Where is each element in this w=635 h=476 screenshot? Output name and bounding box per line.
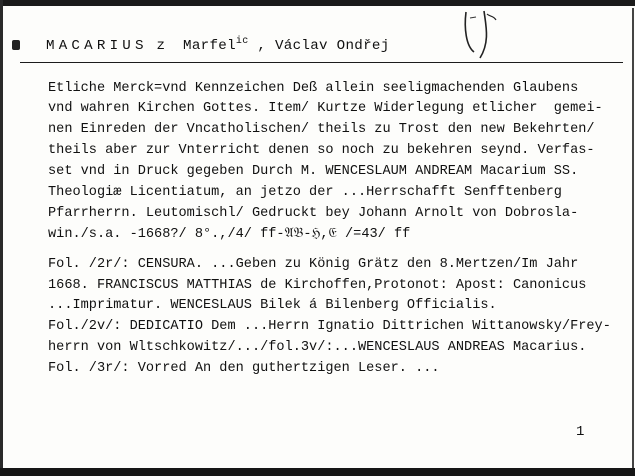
title-line-4: theils aber zur Vnterricht denen so noch zu bekehren seynd. Verfas- [48,143,595,158]
card-right-edge [632,8,634,468]
collation-line-2: 1668. FRANCISCUS MATTHIAS de Kirchoffen,Protonot: Apost: Canonicus [48,278,587,293]
title-line-6: Theologiæ Licentiatum, an jetzo der ...Herrschafft Senfftenberg [48,185,562,200]
author-surname: MACARIUS [46,38,148,54]
card-left-edge [0,0,3,476]
title-line-1: Etliche Merck=vnd Kennzeichen Deß allein seeligmachenden Glaubens [48,81,579,96]
author-variant: Marfel [183,38,236,54]
handwritten-mark-icon [460,8,500,63]
title-line-3: nen Einreden der Vncatholischen/ theils zu Trost den new Bekehrten/ [48,122,595,137]
author-variant-sup: ic [235,36,249,47]
collation-line-3: ...Imprimatur. WENCESLAUS Bilek á Bilenberg Officialis. [48,298,497,313]
author-suffix: z [156,38,166,54]
card-heading [46,36,390,54]
imprint-line: win./s.a. -1668?/ 8°.,/4/ ff-𝔄𝔅-ℌ,𝔈 /=43/ ff [48,227,411,242]
title-line-2: vnd wahren Kirchen Gottes. Item/ Kurtze Widerlegung etlicher gemei- [48,101,603,116]
punch-hole-mark [12,40,20,50]
collation-line-6: Fol. /3r/: Vorred An den guthertzigen Leser. ... [48,361,440,376]
card-bottom-edge [0,468,635,476]
heading-rule [20,62,623,63]
card-top-edge [0,0,635,6]
author-czech-name: , Václav Ondřej [257,38,390,54]
page-number: 1 [576,424,585,440]
title-line-7: Pfarrherrn. Leutomischl/ Gedruckt bey Johann Arnolt von Dobrosla- [48,206,579,221]
collation-line-1: Fol. /2r/: CENSURA. ...Geben zu König Grätz den 8.Mertzen/Im Jahr [48,257,579,272]
title-line-5: set vnd in Druck gegeben Durch M. WENCESLAUM ANDREAM Macarium SS. [48,164,579,179]
collation-line-4: Fol./2v/: DEDICATIO Dem ...Herrn Ignatio Dittrichen Wittanowsky/Frey- [48,319,611,334]
collation-line-5: herrn von Wltschkowitz/.../fol.3v/:...WENCESLAUS ANDREAS Macarius. [48,340,587,355]
